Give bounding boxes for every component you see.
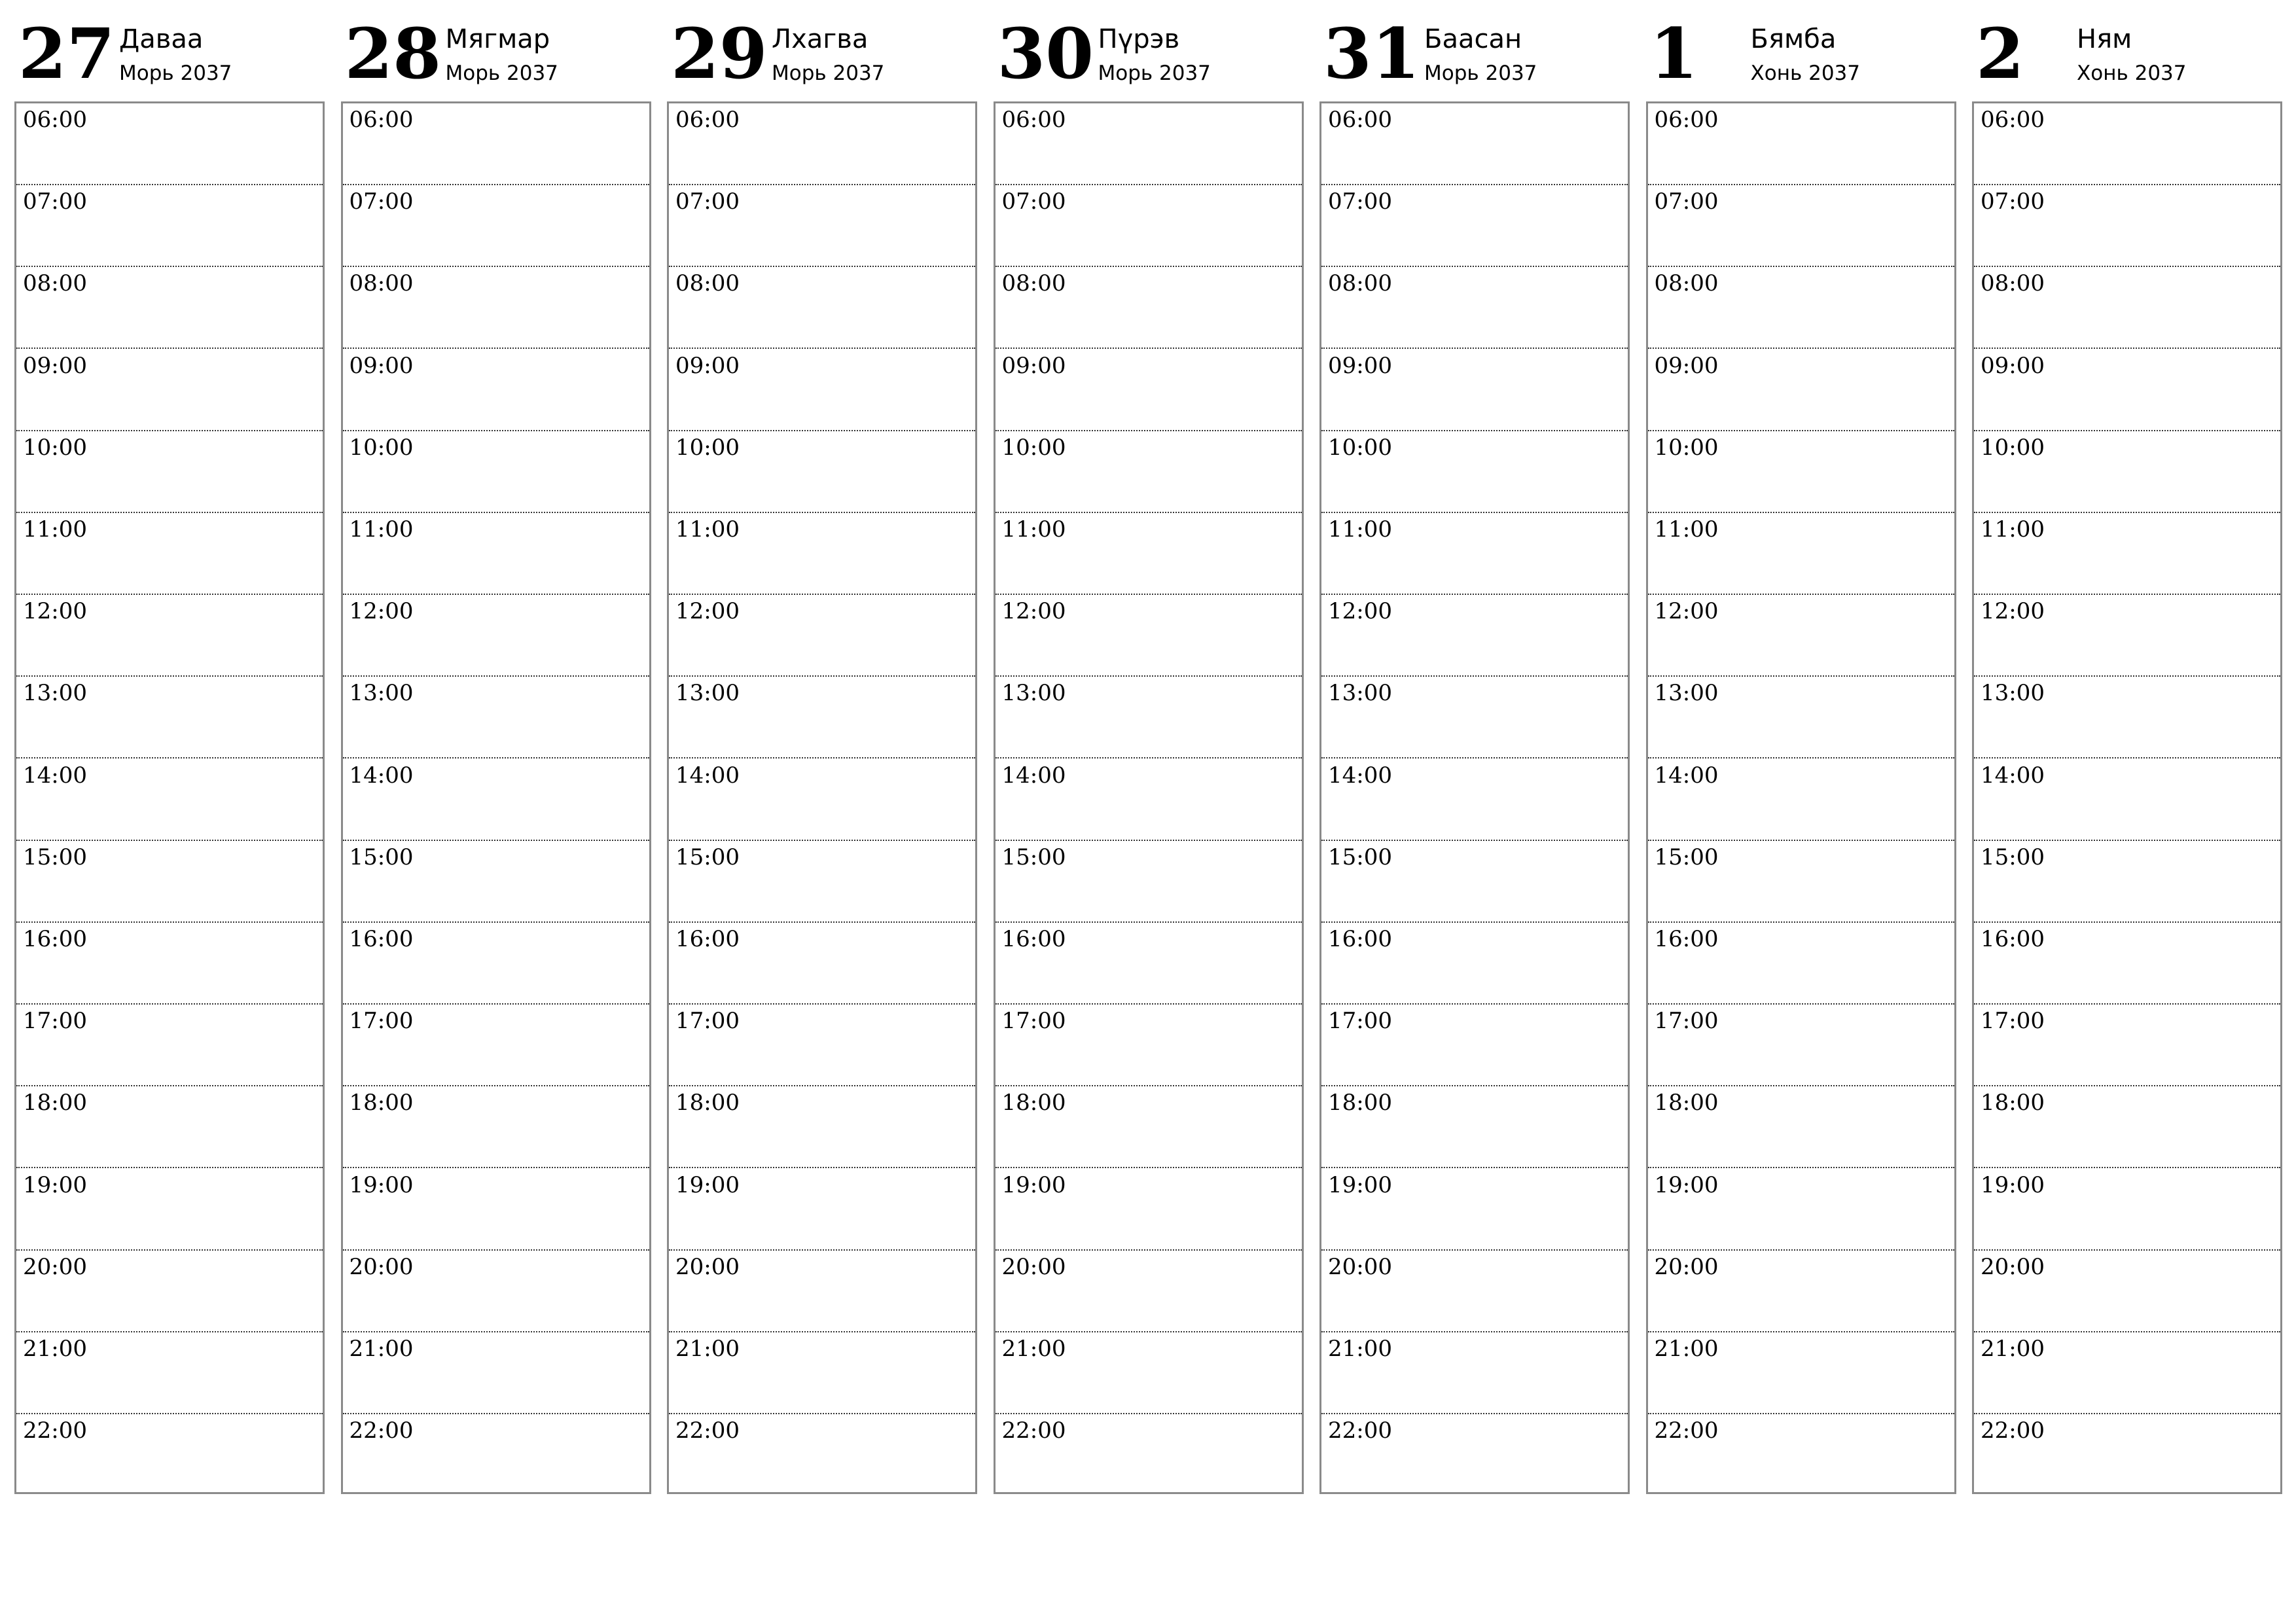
hour-label: 14:00: [1328, 762, 1392, 789]
hour-slot[interactable]: [343, 1414, 649, 1496]
hours-box: [1646, 101, 1956, 1494]
hour-label: 18:00: [675, 1090, 740, 1116]
hour-label: 08:00: [1981, 270, 2045, 297]
hour-slot[interactable]: [16, 349, 323, 431]
day-number: 27: [18, 12, 115, 94]
hour-slot[interactable]: [16, 759, 323, 841]
hour-slot[interactable]: [16, 1005, 323, 1086]
day-header: [994, 0, 1306, 98]
hour-slot[interactable]: [1974, 677, 2280, 758]
hour-label: 08:00: [23, 270, 87, 297]
hour-slot[interactable]: [996, 1251, 1302, 1332]
hour-slot[interactable]: [996, 841, 1302, 923]
day-header: [1646, 0, 1959, 98]
hour-label: 14:00: [23, 762, 87, 789]
hour-label: 16:00: [675, 926, 740, 952]
hour-slot[interactable]: [669, 1414, 975, 1496]
hour-slot[interactable]: [1321, 1414, 1628, 1496]
hour-slot[interactable]: [669, 1005, 975, 1086]
hour-slot[interactable]: [1321, 595, 1628, 677]
hour-label: 18:00: [1654, 1090, 1719, 1116]
hour-slot[interactable]: [1321, 1169, 1628, 1251]
hour-label: 11:00: [1654, 516, 1719, 543]
hour-label: 22:00: [675, 1418, 740, 1444]
hour-slot[interactable]: [1974, 513, 2280, 595]
hour-label: 09:00: [1654, 352, 1719, 379]
hour-label: 21:00: [1001, 1336, 1066, 1362]
day-header: [14, 0, 327, 98]
hour-label: 10:00: [1328, 434, 1392, 461]
day-name: Пүрэв: [1098, 24, 1180, 54]
hour-label: 11:00: [675, 516, 740, 543]
hour-label: 13:00: [1328, 680, 1392, 707]
hour-slot[interactable]: [343, 841, 649, 923]
hour-label: 18:00: [1328, 1090, 1392, 1116]
hour-label: 20:00: [1654, 1253, 1719, 1280]
hour-label: 17:00: [1001, 1008, 1066, 1035]
hours-box: [1972, 101, 2282, 1494]
day-number: 1: [1649, 12, 1698, 94]
hour-slot[interactable]: [996, 1332, 1302, 1414]
hour-label: 15:00: [23, 844, 87, 870]
hour-slot[interactable]: [996, 103, 1302, 185]
hours-box: [341, 101, 651, 1494]
hour-slot[interactable]: [343, 1169, 649, 1251]
day-column: [667, 0, 980, 1505]
hour-label: 11:00: [349, 516, 414, 543]
hour-slot[interactable]: [669, 759, 975, 841]
day-name: Ням: [2077, 24, 2132, 54]
hour-slot[interactable]: [16, 267, 323, 349]
hour-slot[interactable]: [16, 513, 323, 595]
day-column: [341, 0, 654, 1505]
hour-label: 17:00: [675, 1008, 740, 1035]
hour-slot[interactable]: [1974, 103, 2280, 185]
hour-slot[interactable]: [1974, 841, 2280, 923]
hour-label: 22:00: [1981, 1418, 2045, 1444]
hour-slot[interactable]: [343, 759, 649, 841]
day-column: [1646, 0, 1959, 1505]
hour-label: 16:00: [1001, 926, 1066, 952]
hour-label: 09:00: [1001, 352, 1066, 379]
hour-slot[interactable]: [1648, 1251, 1954, 1332]
hour-slot[interactable]: [1648, 103, 1954, 185]
hour-slot[interactable]: [1321, 759, 1628, 841]
hour-label: 18:00: [1981, 1090, 2045, 1116]
hour-label: 10:00: [349, 434, 414, 461]
hour-slot[interactable]: [1321, 1251, 1628, 1332]
hour-slot[interactable]: [343, 185, 649, 267]
hour-label: 21:00: [349, 1336, 414, 1362]
month-year: Хонь 2037: [1750, 62, 1860, 85]
hour-slot[interactable]: [669, 677, 975, 758]
hour-slot[interactable]: [669, 1332, 975, 1414]
hour-slot[interactable]: [1648, 185, 1954, 267]
hour-label: 13:00: [1654, 680, 1719, 707]
hour-label: 07:00: [1001, 188, 1066, 215]
hour-label: 08:00: [1001, 270, 1066, 297]
hour-slot[interactable]: [1321, 1005, 1628, 1086]
hour-label: 19:00: [1001, 1171, 1066, 1198]
hour-slot[interactable]: [1974, 267, 2280, 349]
hour-label: 18:00: [23, 1090, 87, 1116]
hour-label: 14:00: [349, 762, 414, 789]
hour-label: 11:00: [1981, 516, 2045, 543]
hour-label: 10:00: [1654, 434, 1719, 461]
day-name: Мягмар: [445, 24, 550, 54]
hour-slot[interactable]: [16, 1086, 323, 1168]
day-number: 2: [1976, 12, 2024, 94]
month-year: Морь 2037: [445, 62, 558, 85]
hour-slot[interactable]: [1321, 431, 1628, 513]
hour-slot[interactable]: [1974, 349, 2280, 431]
day-number: 31: [1323, 12, 1420, 94]
hour-slot[interactable]: [996, 1414, 1302, 1496]
hour-slot[interactable]: [669, 1251, 975, 1332]
hour-slot[interactable]: [669, 431, 975, 513]
hour-slot[interactable]: [996, 677, 1302, 758]
hour-label: 20:00: [675, 1253, 740, 1280]
hour-label: 21:00: [1328, 1336, 1392, 1362]
hour-label: 14:00: [1654, 762, 1719, 789]
hour-label: 12:00: [1654, 598, 1719, 625]
hour-label: 20:00: [1328, 1253, 1392, 1280]
hour-slot[interactable]: [669, 267, 975, 349]
hour-label: 19:00: [1654, 1171, 1719, 1198]
hour-label: 20:00: [349, 1253, 414, 1280]
hour-slot[interactable]: [1648, 1332, 1954, 1414]
hour-slot[interactable]: [343, 349, 649, 431]
hour-slot[interactable]: [1648, 841, 1954, 923]
day-name: Даваа: [119, 24, 204, 54]
hour-slot[interactable]: [1648, 513, 1954, 595]
hour-slot[interactable]: [1974, 923, 2280, 1005]
hour-label: 07:00: [1328, 188, 1392, 215]
month-year: Морь 2037: [1424, 62, 1537, 85]
hour-slot[interactable]: [1974, 1251, 2280, 1332]
hour-label: 13:00: [23, 680, 87, 707]
hour-label: 17:00: [1981, 1008, 2045, 1035]
hour-slot[interactable]: [1321, 1332, 1628, 1414]
hour-slot[interactable]: [16, 185, 323, 267]
hour-slot[interactable]: [16, 923, 323, 1005]
hour-slot[interactable]: [16, 841, 323, 923]
hour-slot[interactable]: [669, 923, 975, 1005]
day-header: [341, 0, 654, 98]
hour-slot[interactable]: [343, 1005, 649, 1086]
day-column: [14, 0, 327, 1505]
hour-label: 21:00: [23, 1336, 87, 1362]
hour-slot[interactable]: [1648, 349, 1954, 431]
hour-slot[interactable]: [1321, 103, 1628, 185]
hour-label: 10:00: [675, 434, 740, 461]
hour-slot[interactable]: [1648, 677, 1954, 758]
hour-slot[interactable]: [996, 1169, 1302, 1251]
hour-label: 19:00: [349, 1171, 414, 1198]
hour-slot[interactable]: [16, 431, 323, 513]
hour-slot[interactable]: [996, 267, 1302, 349]
hour-label: 07:00: [1981, 188, 2045, 215]
hour-slot[interactable]: [343, 1332, 649, 1414]
hour-label: 06:00: [1981, 107, 2045, 133]
hour-slot[interactable]: [1974, 431, 2280, 513]
day-column: [1972, 0, 2285, 1505]
hour-label: 08:00: [349, 270, 414, 297]
hour-label: 08:00: [675, 270, 740, 297]
hour-label: 20:00: [23, 1253, 87, 1280]
day-name: Лхагва: [772, 24, 869, 54]
hour-slot[interactable]: [1974, 1005, 2280, 1086]
hour-slot[interactable]: [1321, 185, 1628, 267]
hour-label: 09:00: [675, 352, 740, 379]
hour-label: 15:00: [1001, 844, 1066, 870]
hour-slot[interactable]: [343, 923, 649, 1005]
hours-box: [1319, 101, 1630, 1494]
hour-label: 17:00: [23, 1008, 87, 1035]
hour-slot[interactable]: [1648, 1005, 1954, 1086]
hour-slot[interactable]: [343, 513, 649, 595]
hour-label: 17:00: [349, 1008, 414, 1035]
day-number: 28: [344, 12, 442, 94]
hour-label: 16:00: [1654, 926, 1719, 952]
hour-label: 09:00: [1328, 352, 1392, 379]
hour-label: 09:00: [1981, 352, 2045, 379]
hour-label: 11:00: [23, 516, 87, 543]
hour-label: 15:00: [675, 844, 740, 870]
hour-label: 22:00: [23, 1418, 87, 1444]
hour-slot[interactable]: [1974, 1169, 2280, 1251]
hour-label: 14:00: [675, 762, 740, 789]
hour-label: 16:00: [1981, 926, 2045, 952]
hour-label: 11:00: [1001, 516, 1066, 543]
hour-slot[interactable]: [669, 1086, 975, 1168]
hour-slot[interactable]: [1321, 677, 1628, 758]
hour-slot[interactable]: [1321, 349, 1628, 431]
month-year: Морь 2037: [119, 62, 232, 85]
hour-label: 10:00: [1001, 434, 1066, 461]
hour-slot[interactable]: [343, 1086, 649, 1168]
hour-label: 19:00: [23, 1171, 87, 1198]
hour-slot[interactable]: [669, 595, 975, 677]
hour-label: 13:00: [349, 680, 414, 707]
hour-label: 12:00: [1328, 598, 1392, 625]
hour-label: 10:00: [1981, 434, 2045, 461]
hour-slot[interactable]: [343, 103, 649, 185]
hour-slot[interactable]: [1321, 841, 1628, 923]
day-header: [667, 0, 980, 98]
hour-slot[interactable]: [1974, 759, 2280, 841]
hour-slot[interactable]: [16, 677, 323, 758]
hour-slot[interactable]: [669, 841, 975, 923]
hour-slot[interactable]: [996, 923, 1302, 1005]
hour-slot[interactable]: [996, 1005, 1302, 1086]
hour-label: 13:00: [1001, 680, 1066, 707]
day-header: [1972, 0, 2285, 98]
hour-slot[interactable]: [343, 431, 649, 513]
hour-label: 06:00: [1654, 107, 1719, 133]
hour-slot[interactable]: [1321, 923, 1628, 1005]
hour-slot[interactable]: [16, 103, 323, 185]
hour-label: 11:00: [1328, 516, 1392, 543]
hour-label: 16:00: [23, 926, 87, 952]
hour-label: 16:00: [1328, 926, 1392, 952]
hour-slot[interactable]: [669, 513, 975, 595]
hour-label: 19:00: [675, 1171, 740, 1198]
day-number: 30: [997, 12, 1094, 94]
hour-slot[interactable]: [996, 185, 1302, 267]
hour-slot[interactable]: [996, 1086, 1302, 1168]
hour-label: 13:00: [1981, 680, 2045, 707]
day-header: [1319, 0, 1632, 98]
hour-label: 17:00: [1328, 1008, 1392, 1035]
hours-box: [667, 101, 977, 1494]
hour-label: 20:00: [1001, 1253, 1066, 1280]
hour-label: 06:00: [1328, 107, 1392, 133]
hour-slot[interactable]: [996, 431, 1302, 513]
hour-label: 13:00: [675, 680, 740, 707]
hour-label: 15:00: [1981, 844, 2045, 870]
hour-slot[interactable]: [1648, 595, 1954, 677]
day-column: [1319, 0, 1632, 1505]
hour-slot[interactable]: [669, 349, 975, 431]
hour-label: 20:00: [1981, 1253, 2045, 1280]
hour-label: 08:00: [1328, 270, 1392, 297]
hour-label: 15:00: [1654, 844, 1719, 870]
hour-label: 22:00: [1001, 1418, 1066, 1444]
hour-label: 21:00: [675, 1336, 740, 1362]
hour-label: 09:00: [349, 352, 414, 379]
hour-label: 19:00: [1328, 1171, 1392, 1198]
hour-slot[interactable]: [1321, 513, 1628, 595]
hour-label: 21:00: [1654, 1336, 1719, 1362]
hour-slot[interactable]: [16, 1251, 323, 1332]
hour-label: 19:00: [1981, 1171, 2045, 1198]
hour-slot[interactable]: [996, 595, 1302, 677]
hours-box: [14, 101, 325, 1494]
hour-slot[interactable]: [1648, 1414, 1954, 1496]
hour-label: 16:00: [349, 926, 414, 952]
hour-slot[interactable]: [669, 103, 975, 185]
hour-label: 06:00: [23, 107, 87, 133]
day-number: 29: [671, 12, 768, 94]
month-year: Хонь 2037: [2077, 62, 2187, 85]
hour-slot[interactable]: [1648, 923, 1954, 1005]
hour-slot[interactable]: [16, 1414, 323, 1496]
hour-slot[interactable]: [343, 595, 649, 677]
hour-label: 07:00: [23, 188, 87, 215]
month-year: Морь 2037: [772, 62, 885, 85]
hour-label: 07:00: [349, 188, 414, 215]
hour-label: 07:00: [1654, 188, 1719, 215]
hour-label: 21:00: [1981, 1336, 2045, 1362]
hour-label: 17:00: [1654, 1008, 1719, 1035]
hour-slot[interactable]: [1648, 1086, 1954, 1168]
hour-label: 14:00: [1001, 762, 1066, 789]
hour-slot[interactable]: [1974, 1086, 2280, 1168]
hour-slot[interactable]: [1648, 267, 1954, 349]
hour-label: 18:00: [349, 1090, 414, 1116]
hour-label: 12:00: [675, 598, 740, 625]
hour-slot[interactable]: [1648, 431, 1954, 513]
hour-slot[interactable]: [669, 185, 975, 267]
hour-slot[interactable]: [1974, 1414, 2280, 1496]
hour-label: 12:00: [23, 598, 87, 625]
hour-label: 12:00: [1981, 598, 2045, 625]
month-year: Морь 2037: [1098, 62, 1211, 85]
hour-slot[interactable]: [1974, 185, 2280, 267]
hour-slot[interactable]: [1974, 1332, 2280, 1414]
hour-label: 18:00: [1001, 1090, 1066, 1116]
hour-label: 06:00: [349, 107, 414, 133]
hour-slot[interactable]: [1974, 595, 2280, 677]
hour-slot[interactable]: [669, 1169, 975, 1251]
hours-box: [994, 101, 1304, 1494]
hour-label: 22:00: [349, 1418, 414, 1444]
hour-label: 22:00: [1328, 1418, 1392, 1444]
hour-slot[interactable]: [343, 267, 649, 349]
hour-label: 07:00: [675, 188, 740, 215]
day-column: [994, 0, 1306, 1505]
hour-slot[interactable]: [343, 1251, 649, 1332]
hour-label: 06:00: [1001, 107, 1066, 133]
hour-slot[interactable]: [1321, 1086, 1628, 1168]
hour-slot[interactable]: [996, 513, 1302, 595]
hour-label: 12:00: [1001, 598, 1066, 625]
day-name: Баасан: [1424, 24, 1522, 54]
hour-label: 08:00: [1654, 270, 1719, 297]
hour-label: 12:00: [349, 598, 414, 625]
hour-label: 09:00: [23, 352, 87, 379]
hour-slot[interactable]: [1648, 759, 1954, 841]
hour-slot[interactable]: [996, 759, 1302, 841]
day-name: Бямба: [1750, 24, 1837, 54]
hour-slot[interactable]: [16, 1169, 323, 1251]
hour-slot[interactable]: [343, 677, 649, 758]
hour-label: 06:00: [675, 107, 740, 133]
hour-label: 14:00: [1981, 762, 2045, 789]
hour-slot[interactable]: [1648, 1169, 1954, 1251]
hour-slot[interactable]: [996, 349, 1302, 431]
hour-label: 15:00: [349, 844, 414, 870]
hour-slot[interactable]: [1321, 267, 1628, 349]
hour-label: 10:00: [23, 434, 87, 461]
hour-slot[interactable]: [16, 595, 323, 677]
hour-label: 15:00: [1328, 844, 1392, 870]
hour-label: 22:00: [1654, 1418, 1719, 1444]
hour-slot[interactable]: [16, 1332, 323, 1414]
